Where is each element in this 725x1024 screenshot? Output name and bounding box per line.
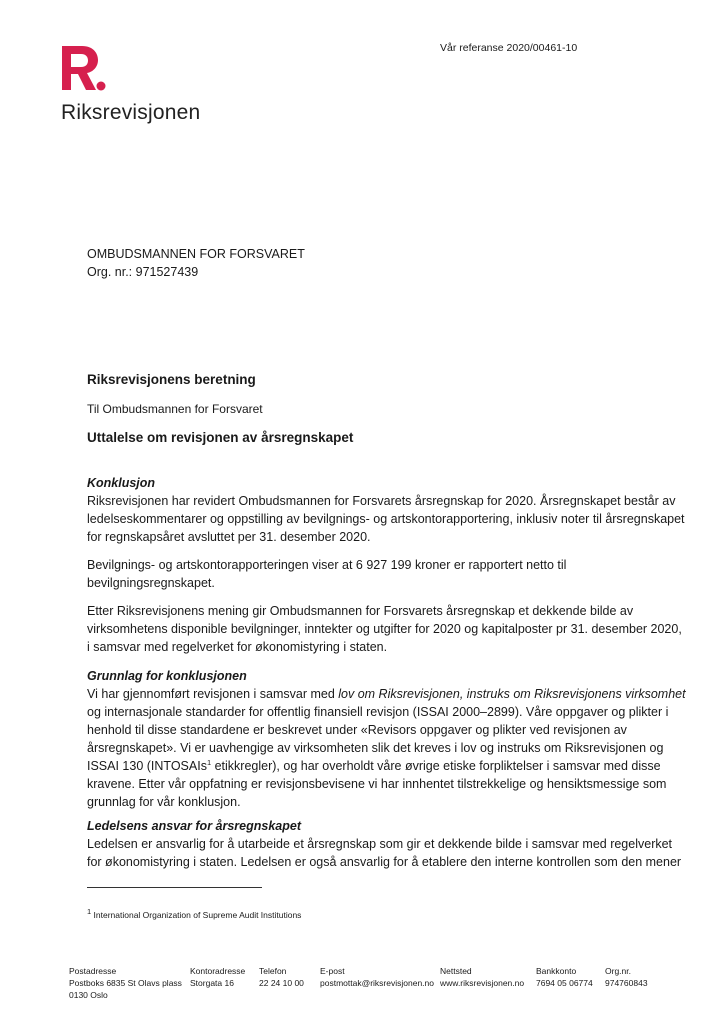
konklusjon-section: [87, 474, 687, 546]
footer-nettsted: [440, 965, 524, 989]
grunnlag-law-title: lov om Riksrevisjonen, instruks om Riksrevisjonens virksomhet: [338, 687, 686, 701]
ledelsen-paragraph: Ledelsen er ansvarlig for å utarbeide et årsregnskap som gir et dekkende bilde i samsvar med regelverket for økonomistyring i staten. Ledelsen er også ansvarlig for å etablere den interne kontrollen som den mener: [87, 837, 682, 869]
konklusjon-paragraph-2: Bevilgnings- og artskontorapporteringen viser at 6 927 199 kroner er rapportert netto til bevilgningsregnskapet.: [87, 558, 567, 590]
konklusjon-paragraph-3-block: [87, 602, 687, 656]
document-subtitle: Uttalelse om revisjonen av årsregnskapet: [87, 430, 354, 445]
footnote-divider: [87, 887, 262, 888]
footer-postadresse-line1: Postboks 6835 St Olavs plass: [69, 978, 182, 988]
footer-postadresse-line2: 0130 Oslo: [69, 990, 108, 1000]
document-addressee: Til Ombudsmannen for Forsvaret: [87, 402, 263, 416]
footer-epost-value: postmottak@riksrevisjonen.no: [320, 978, 434, 988]
footer-orgnr: [605, 965, 648, 989]
logo-dot: [97, 82, 106, 91]
footer-telefon-value: 22 24 10 00: [259, 978, 304, 988]
footer-kontor-value: Storgata 16: [190, 978, 234, 988]
riksrevisjonen-logo-icon: [60, 44, 110, 94]
footer-bank-label: Bankkonto: [536, 966, 577, 976]
footnote-number: 1: [87, 907, 92, 917]
grunnlag-text-c: etikkregler), og har overholdt våre øvrige etiske forpliktelser i samsvar med disse kravene. Etter vår oppfatning er revisjonsbevisene vi har innhentet tilstrekkelige og hensiktsmessige som grunnlag for vår konklusjon.: [87, 759, 667, 809]
footer-epost-label: E-post: [320, 966, 345, 976]
konklusjon-paragraph-1: Riksrevisjonen har revidert Ombudsmannen for Forsvarets årsregnskap for 2020. Årsregnskapet består av ledelseskommentarer og oppstilling av bevilgnings- og artskontorapportering, inklusiv noter til årsregnskapet for regnskapsåret avsluttet per 31. desember 2020.: [87, 494, 685, 544]
footer-nettsted-label: Nettsted: [440, 966, 472, 976]
footer-postadresse-label: Postadresse: [69, 966, 117, 976]
logo-r-shape: [62, 46, 98, 90]
ledelsen-section: [87, 817, 687, 871]
grunnlag-paragraph: [87, 685, 687, 811]
footer-telefon: [259, 965, 304, 989]
footnote-text: International Organization of Supreme Audit Institutions: [91, 910, 302, 920]
footer-nettsted-value: www.riksrevisjonen.no: [440, 978, 525, 988]
document-title: Riksrevisjonens beretning: [87, 372, 256, 387]
recipient-name: OMBUDSMANNEN FOR FORSVARET: [87, 247, 305, 261]
grunnlag-heading: Grunnlag for konklusjonen: [87, 669, 247, 683]
footnote: [87, 907, 302, 920]
konklusjon-paragraph-3: Etter Riksrevisjonens mening gir Ombudsmannen for Forsvarets årsregnskap et dekkende bilde av virksomhetens disponible bevilgninger, inntekter og utgifter for 2020 og kapitalposter pr 31. desember 2020, i samsvar med regelverket for økonomistyring i staten.: [87, 604, 682, 654]
logo-wordmark: Riksrevisjonen: [61, 101, 201, 124]
grunnlag-section: [87, 667, 687, 811]
footer-org-value: 974760843: [605, 978, 648, 988]
footer-telefon-label: Telefon: [259, 966, 287, 976]
footer-kontoradresse: [190, 965, 245, 989]
reference-number: Vår referanse 2020/00461-10: [440, 42, 578, 54]
grunnlag-text-a: Vi har gjennomført revisjonen i samsvar med: [87, 687, 339, 701]
konklusjon-paragraph-2-block: [87, 556, 687, 592]
ledelsen-heading: Ledelsens ansvar for årsregnskapet: [87, 819, 301, 833]
footer-postadresse: [69, 965, 182, 1001]
footnote-ref: 1: [206, 757, 212, 767]
footer-epost: [320, 965, 434, 989]
konklusjon-heading: Konklusjon: [87, 476, 156, 490]
footer-org-label: Org.nr.: [605, 966, 631, 976]
grunnlag-text-b: og internasjonale standarder for offentlig finansiell revisjon (ISSAI 2000–2899). Våre oppgaver og plikter i henhold til disse standardene er beskrevet under «Revisors oppgaver og plikter ved revisjonen av årsregnskapet». Vi er uavhengige av virksomheten slik det kreves i lov og instruks om Riksrevisjonen og ISSAI 130 (INTOSAIs: [87, 705, 669, 773]
footer-bankkonto: [536, 965, 593, 989]
footer-bank-value: 7694 05 06774: [536, 978, 593, 988]
footer-kontor-label: Kontoradresse: [190, 966, 246, 976]
recipient-org-number: Org. nr.: 971527439: [87, 265, 199, 279]
